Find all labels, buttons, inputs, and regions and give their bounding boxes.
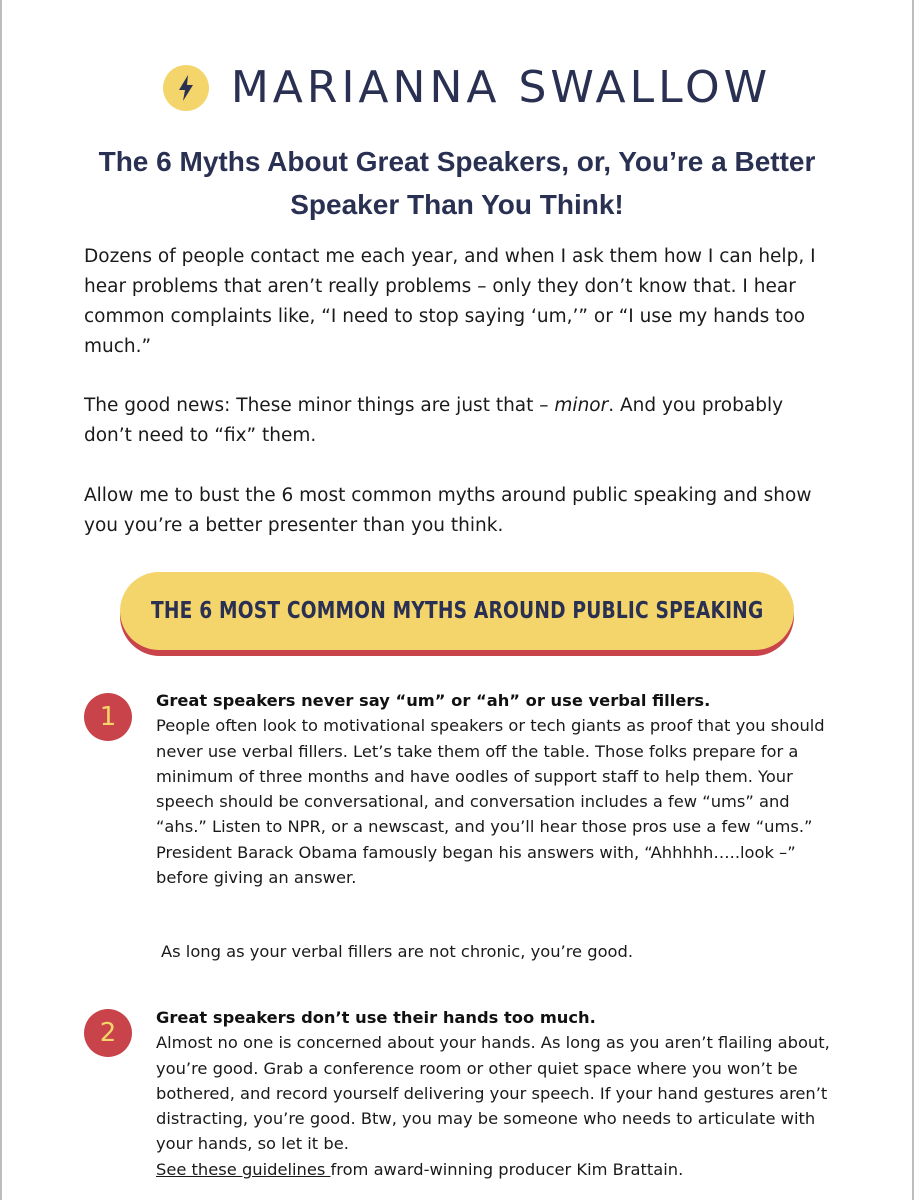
- intro-paragraph-2-start: The good news: These minor things are just that –: [84, 395, 555, 416]
- myths-banner: [120, 572, 794, 656]
- brand-header: [0, 62, 914, 113]
- myth-number-badge: 1: [84, 693, 132, 741]
- myth-number-badge: 2: [84, 1009, 132, 1057]
- myth-body-text: Almost no one is concerned about your hands. As long as you aren’t flailing about, you’re good. Grab a conference room or other quiet space where you won’t be bothered, and record yourself delivering your speech. If your hand gestures aren’t distracting, you’re good. Btw, you may be someone who needs to articulate with your hands, so let it be.: [156, 1033, 830, 1154]
- intro-paragraph-2: [84, 391, 834, 451]
- myth-body: People often look to motivational speakers or tech giants as proof that you should never use verbal fillers. Let’s take them off the table. Those folks prepare for a minimum of three months and have oodles of support staff to help them. Your speech should be conversational, and conversation includes a few “ums” and “ahs.” Listen to NPR, or a newscast, and you’ll hear those pros use a few “ums.” President Barack Obama famously began his answers with, “Ahhhhh…..look –” before giving an answer.: [156, 716, 825, 888]
- intro-paragraph-1: Dozens of people contact me each year, and when I ask them how I can help, I hear problems that aren’t really problems – only they don’t know that. I hear common complaints like, “I need to stop saying ‘um,’” or “I use my hands too much.”: [84, 246, 816, 357]
- myth-note: As long as your verbal fillers are not chronic, you’re good.: [161, 942, 633, 961]
- banner-pill: [120, 572, 794, 650]
- myth-title: Great speakers don’t use their hands too much.: [156, 1008, 596, 1027]
- myth-body-after-link: from award-winning producer Kim Brattain.: [330, 1159, 684, 1179]
- myth-item: [156, 688, 836, 890]
- brand-name: MARIANNA SWALLOW: [230, 62, 772, 113]
- intro-paragraph-2-end: . And you probably don’t need to “fix” them.: [84, 395, 784, 446]
- lightning-bolt-icon: [163, 65, 209, 111]
- myth-item: [156, 1005, 836, 1182]
- banner-label: THE 6 MOST COMMON MYTHS AROUND PUBLIC SPEAKING: [150, 598, 764, 624]
- page-title: The 6 Myths About Great Speakers, or, You’re a Better Speaker Than You Think!: [98, 146, 816, 220]
- page-border-left: [0, 0, 2, 1200]
- intro-paragraph-3: Allow me to bust the 6 most common myths around public speaking and show you you’re a better presenter than you think.: [84, 485, 812, 536]
- intro-paragraph-2-emphasis: minor: [554, 395, 609, 416]
- myth-body: [156, 1030, 836, 1182]
- myth-title: Great speakers never say “um” or “ah” or use verbal fillers.: [156, 691, 711, 710]
- guidelines-link[interactable]: See these guidelines: [156, 1159, 331, 1179]
